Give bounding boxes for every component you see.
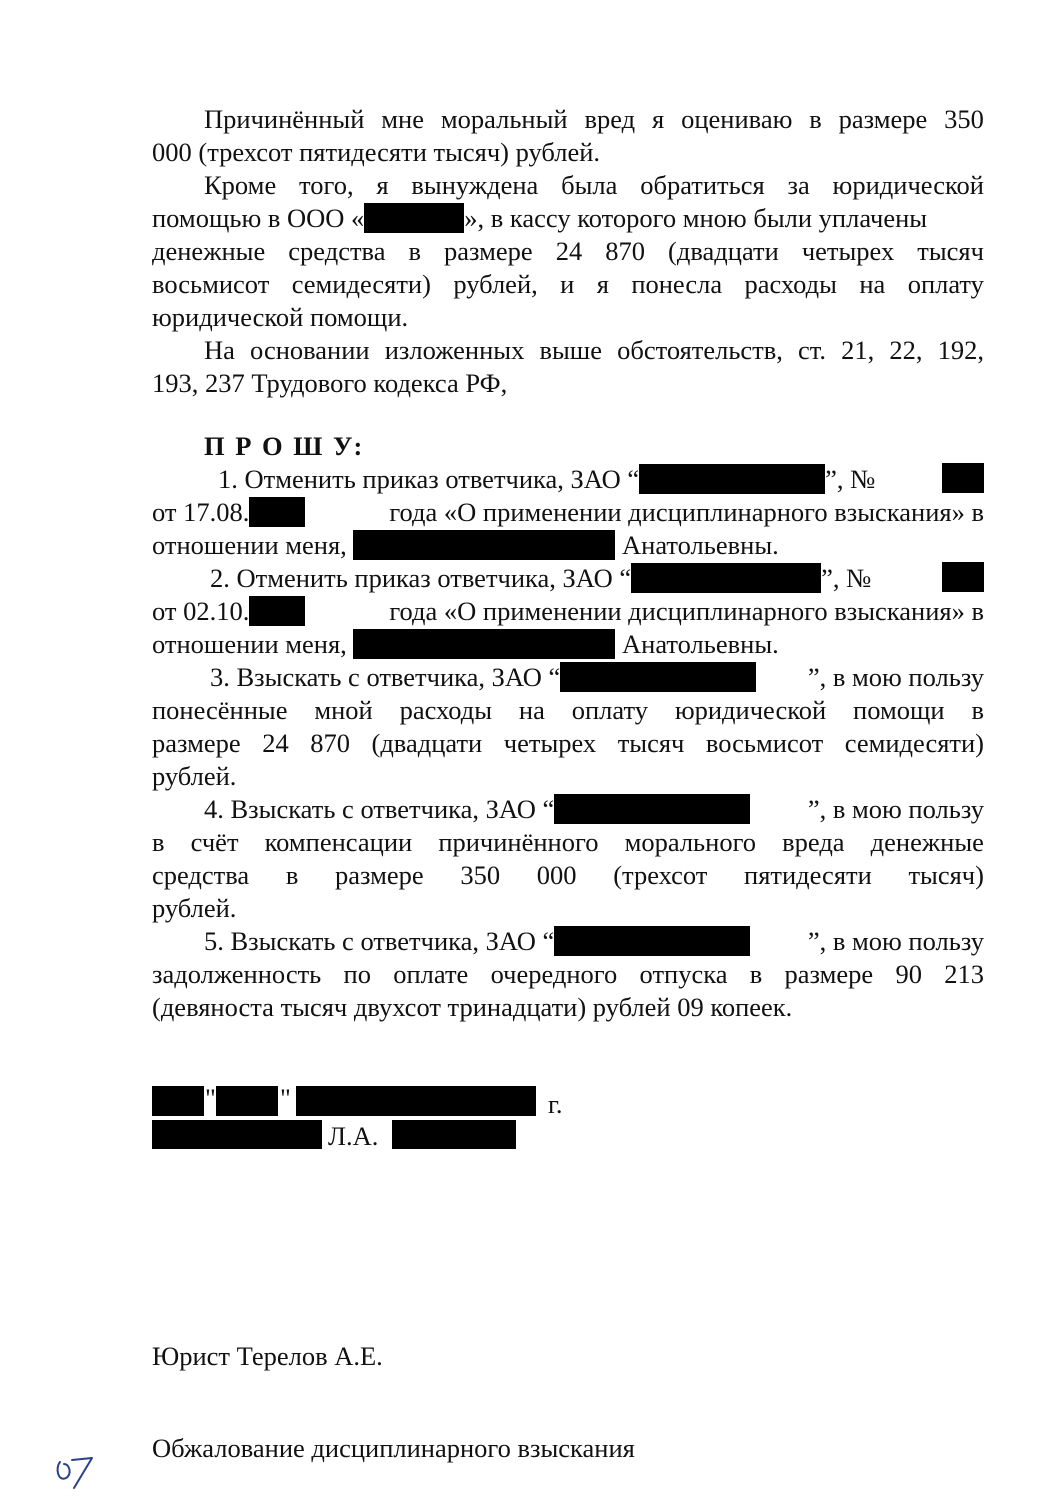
word: тысяч [617, 728, 685, 758]
word: 213 [944, 959, 984, 989]
word: морального [624, 827, 757, 857]
word: восьмисот [705, 728, 824, 758]
redaction-block [296, 1086, 536, 1116]
word: и [560, 269, 575, 299]
word: тысяч) [908, 860, 984, 890]
word: ст. [798, 335, 826, 365]
word: семидесяти) [844, 728, 984, 758]
item4-text-start: 4. Взыскать с ответчика, ЗАО “ [204, 794, 555, 824]
word: за [787, 170, 810, 200]
redaction-block [639, 464, 825, 494]
redaction-block [152, 1086, 204, 1116]
item2-patronymic: Анатольевны. [622, 629, 779, 659]
item5-line-2 [152, 958, 984, 991]
redaction-block [216, 1086, 278, 1116]
item5-text-end: ”, в мою пользу [807, 926, 984, 956]
word: размере [335, 860, 424, 890]
word: помощи [853, 695, 945, 725]
word: семидесяти) [291, 269, 431, 299]
basis-line-1 [204, 334, 984, 367]
word: На [204, 335, 235, 365]
redaction-block [152, 1120, 322, 1149]
item1-line-1 [218, 463, 984, 496]
item5-line-1 [204, 925, 984, 958]
word: выше [539, 335, 602, 365]
item4-line-4: рублей. [152, 893, 237, 923]
word: размере [444, 236, 533, 266]
word: в [809, 104, 822, 134]
item2-regarding: отношении меня, [152, 629, 347, 659]
item2-line-2 [152, 595, 984, 628]
word: в [285, 860, 299, 890]
item2-text-start: 2. Отменить приказ ответчика, ЗАО “ [210, 563, 632, 593]
item4-line-2 [152, 826, 984, 859]
legal-line-5: юридической помощи. [152, 302, 409, 332]
date-year-suffix: г. [548, 1089, 563, 1119]
redaction-block [554, 926, 750, 956]
redaction-block [631, 563, 821, 593]
word: расходы [399, 695, 493, 725]
item4-text-end: ”, в мою пользу [807, 794, 984, 824]
word: юридической [674, 695, 827, 725]
handwritten-page-mark [52, 1452, 100, 1492]
word: юридической [832, 170, 984, 200]
word: понесла [631, 269, 723, 299]
date-quote-open: " [205, 1083, 216, 1113]
word: восьмисот [152, 269, 270, 299]
footer-document-title: Обжалование дисциплинарного взыскания [152, 1433, 635, 1463]
redaction-block [249, 497, 305, 527]
word: задолженность [152, 959, 322, 989]
word: денежные [870, 827, 984, 857]
word: оцениваю [681, 104, 793, 134]
word: 350 [460, 860, 501, 890]
word: изложенных [384, 335, 525, 365]
damages-line-2: 000 (трехсот пятидесяти тысяч) рублей. [152, 137, 601, 167]
legal-line-2-start: помощью в ООО « [152, 203, 365, 233]
word: очередного [490, 959, 618, 989]
item1-line-3 [152, 529, 984, 562]
word: понесённые [152, 695, 288, 725]
item1-order-title: года «О применении дисциплинарного взыскания» в [389, 497, 984, 527]
request-heading: П Р О Ш У: [204, 431, 365, 461]
word: оплату [907, 269, 984, 299]
word: тысяч [917, 236, 984, 266]
redaction-block [560, 662, 756, 692]
word: моральный [440, 104, 568, 134]
word: в [408, 236, 422, 266]
word: обстоятельств, [617, 335, 783, 365]
legal-line-2 [152, 202, 984, 235]
word: вынуждена [411, 170, 539, 200]
word: мной [314, 695, 373, 725]
item2-line-1 [210, 562, 984, 595]
item2-order-title: года «О применении дисциплинарного взыскания» в [389, 596, 984, 626]
item4-line-3 [152, 859, 984, 892]
word: обратиться [640, 170, 765, 200]
word: компенсации [264, 827, 413, 857]
word: 350 [944, 104, 984, 134]
word: 192, [937, 335, 984, 365]
item5-text-start: 5. Взыскать с ответчика, ЗАО “ [204, 926, 555, 956]
word: по [343, 959, 371, 989]
word: 000 [536, 860, 577, 890]
word: отпуска [639, 959, 728, 989]
item5-line-3: (девяноста тысяч двухсот тринадцати) рублей 09 копеек. [152, 992, 793, 1022]
redaction-block [942, 562, 984, 592]
word: оплате [393, 959, 469, 989]
word: средства [152, 860, 250, 890]
item3-line-1 [210, 661, 984, 694]
date-quote-close: " [280, 1083, 291, 1113]
word: я [596, 269, 609, 299]
word: на [859, 269, 886, 299]
word: средства [288, 236, 386, 266]
item1-text-number: ”, № [825, 464, 876, 494]
item1-patronymic: Анатольевны. [622, 530, 779, 560]
word: 21, [841, 335, 875, 365]
word: пятидесяти [744, 860, 872, 890]
item2-date: от 02.10. [152, 596, 250, 626]
redaction-block [942, 463, 984, 493]
item2-line-3 [152, 628, 984, 661]
word: на [518, 695, 545, 725]
word: 24 [262, 728, 289, 758]
item4-line-1 [204, 793, 984, 826]
legal-line-1 [204, 169, 984, 202]
word: того, [299, 170, 354, 200]
word: 870 [310, 728, 350, 758]
footer-author: Юрист Терелов А.Е. [152, 1341, 383, 1371]
word: четырех [801, 236, 895, 266]
redaction-block [392, 1120, 516, 1149]
word: (двадцати [668, 236, 779, 266]
word: (трехсот [613, 860, 708, 890]
item1-regarding: отношении меня, [152, 530, 347, 560]
legal-line-2-end: », в кассу которого мною были уплачены [464, 203, 928, 233]
item3-text-end: ”, в мою пользу [807, 662, 984, 692]
legal-line-4 [152, 268, 984, 301]
item1-text-start: 1. Отменить приказ ответчика, ЗАО “ [218, 464, 640, 494]
word: в [971, 695, 984, 725]
word: в [749, 959, 763, 989]
word: причинённого [438, 827, 599, 857]
word: я [376, 170, 389, 200]
word: 22, [889, 335, 923, 365]
legal-line-3 [152, 235, 984, 268]
signer-initials: Л.А. [328, 1121, 379, 1151]
word: рублей, [453, 269, 538, 299]
word: размере [838, 104, 928, 134]
word: размере [784, 959, 874, 989]
basis-line-2: 193, 237 Трудового кодекса РФ, [152, 368, 508, 398]
redaction-block [353, 530, 615, 560]
word: 24 [555, 236, 583, 266]
item2-text-number: ”, № [821, 563, 872, 593]
word: оплату [571, 695, 648, 725]
word: (двадцати [371, 728, 483, 758]
word: Причинённый [204, 104, 365, 134]
damages-line-1 [204, 103, 984, 136]
item3-line-3 [152, 727, 984, 760]
word: я [652, 104, 665, 134]
word: в [152, 827, 165, 857]
item3-line-2 [152, 694, 984, 727]
word: размере [152, 728, 241, 758]
item1-date: от 17.08. [152, 497, 250, 527]
redaction-block [364, 203, 464, 233]
word: основании [250, 335, 370, 365]
word: Кроме [204, 170, 277, 200]
redaction-block [353, 629, 615, 659]
word: вред [584, 104, 636, 134]
word: 90 [895, 959, 922, 989]
redaction-block [554, 794, 750, 824]
word: вреда [782, 827, 845, 857]
item1-line-2 [152, 496, 984, 529]
redaction-block [249, 596, 305, 626]
word: денежные [152, 236, 266, 266]
word: расходы [744, 269, 837, 299]
item3-text-start: 3. Взыскать с ответчика, ЗАО “ [210, 662, 561, 692]
word: счёт [190, 827, 239, 857]
word: была [561, 170, 618, 200]
word: 870 [605, 236, 646, 266]
word: мне [381, 104, 424, 134]
word: четырех [503, 728, 597, 758]
item3-line-4: рублей. [152, 761, 237, 791]
